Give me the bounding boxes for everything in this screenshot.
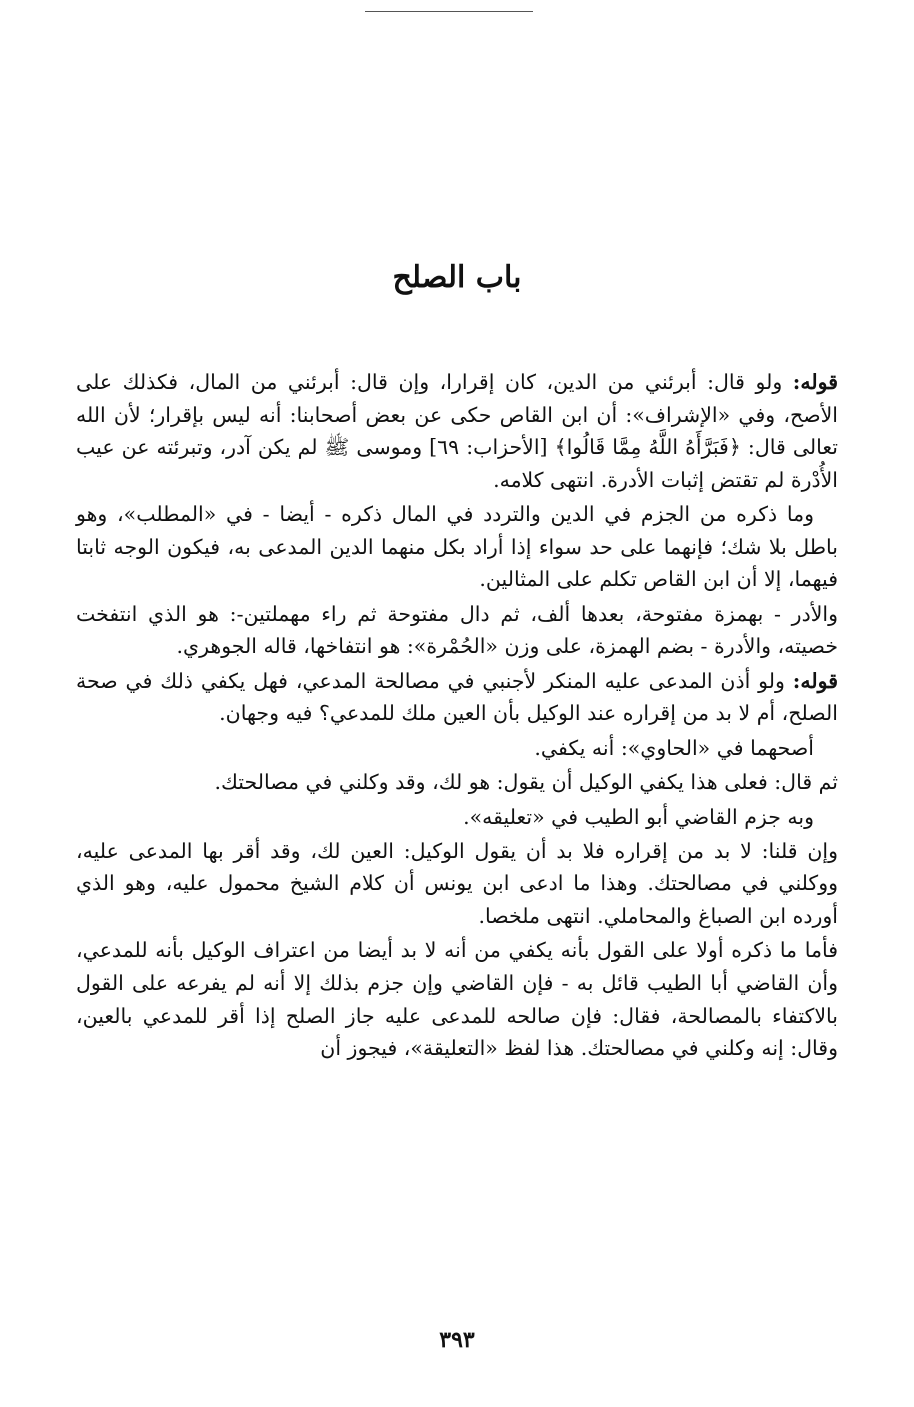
paragraph (76, 598, 838, 663)
top-rule (365, 11, 533, 12)
paragraph (76, 732, 838, 765)
paragraph (76, 498, 838, 596)
text-body (76, 366, 838, 1067)
paragraph (76, 835, 838, 933)
paragraph (76, 366, 838, 496)
paragraph-lead: قوله: (792, 668, 838, 693)
paragraph-lead: قوله: (792, 370, 838, 394)
paragraph-text: ثم قال: فعلى هذا يكفي الوكيل أن يقول: هو لك، وقد وكلني في مصالحتك. (214, 770, 838, 795)
paragraph-text: وإن قلنا: لا بد من إقراره فلا بد أن يقول الوكيل: العين لك، وقد أقر بها المدعى عليه، ووكلني في مصالحتك. وهذا ما ادعى ابن يونس أن كلام الشيخ محمول عليه، وهو الذي أورده ابن الصباغ والمحاملي. انتهى ملخصا. (76, 838, 838, 929)
paragraph (76, 801, 838, 834)
paragraph (76, 934, 838, 1064)
paragraph-text: ولو قال: أبرئني من الدين، كان إقرارا، وإن قال: أبرئني من المال، فكذلك على الأصح، وفي «الإشراف»: أن ابن القاص حكى عن بعض أصحابنا: أنه ليس بإقرار؛ لأن الله تعالى قال: ﴿فَبَرَّأَهُ اللَّهُ مِمَّا قَالُوا﴾ [الأحزاب: ٦٩] وموسى ﷺ لم يكن آدر، وتبرئته عن عيب الأُدْرة لم تقتض إثبات الأدرة. انتهى كلامه. (76, 370, 839, 492)
paragraph-text: وما ذكره من الجزم في الدين والتردد في المال ذكره - أيضا - في «المطلب»، وهو باطل بلا شك؛ فإنهما على حد سواء إذا أراد بكل منهما الدين المدعى به، فيكون الوجه ثابتا فيهما، إلا أن ابن القاص تكلم على المثالين. (76, 502, 838, 592)
paragraph-text: وبه جزم القاضي أبو الطيب في «تعليقه». (463, 804, 814, 829)
page-number: ٣٩٣ (439, 1327, 475, 1353)
paragraph (76, 766, 838, 799)
paragraph-text: أصحهما في «الحاوي»: أنه يكفي. (534, 735, 814, 760)
paragraph (76, 665, 838, 730)
chapter-title: باب الصلح (392, 260, 522, 295)
paragraph-text: فأما ما ذكره أولا على القول بأنه يكفي من أنه لا بد أيضا من اعتراف الوكيل بأنه للمدعي، وأن القاضي أبا الطيب قائل به - فإن القاضي وإن جزم بذلك إلا أنه لم يفرعه على القول بالاكتفاء بالمصالحة، فقال: فإن صالحه للمدعى عليه جاز الصلح إذا أقر للمدعي بالعين، وقال: إنه وكلني في مصالحتك. هذا لفظ «التعليقة»، فيجوز أن (76, 938, 838, 1061)
paragraph-text: والأدر - بهمزة مفتوحة، بعدها ألف، ثم دال مفتوحة ثم راء مهملتين-: هو الذي انتفخت خصيته، والأدرة - بضم الهمزة، على وزن «الحُمْرة»: هو انتفاخها، قاله الجوهري. (76, 601, 838, 659)
paragraph-text: ولو أذن المدعى عليه المنكر لأجنبي في مصالحة المدعي، فهل يكفي ذلك في صحة الصلح، أم لا بد من إقراره عند الوكيل بأن العين ملك للمدعي؟ فيه وجهان. (76, 668, 838, 726)
